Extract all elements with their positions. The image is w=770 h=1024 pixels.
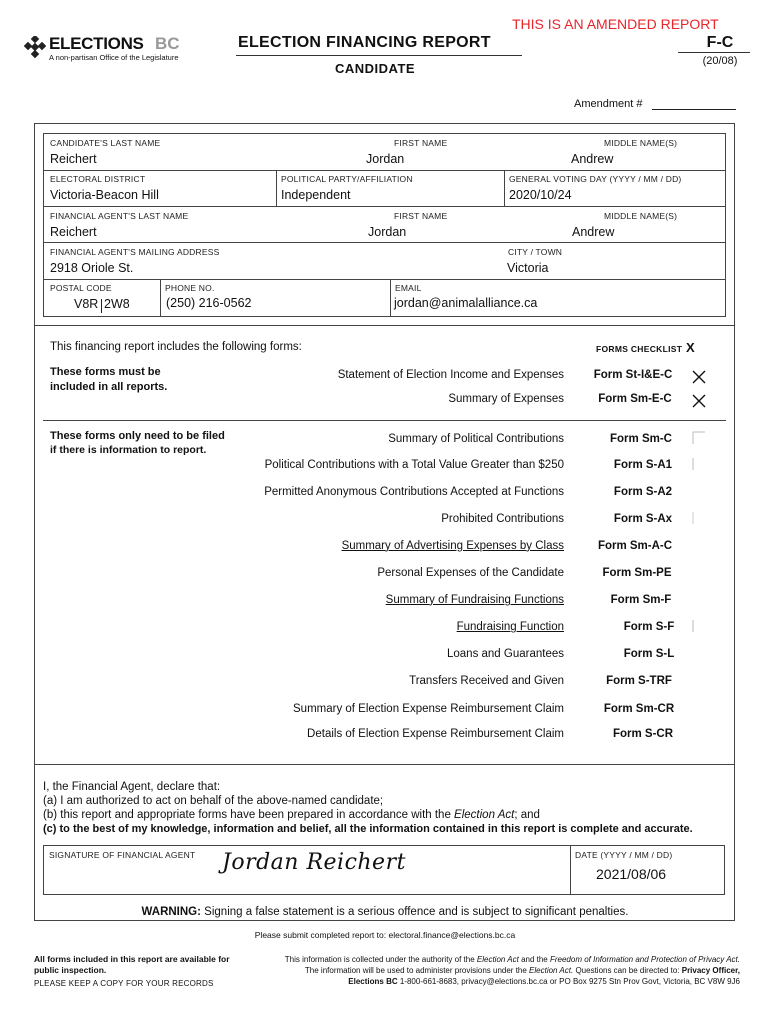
declaration-b-pre: (b) this report and appropriate forms have been prepared in accordance with the	[43, 809, 455, 821]
form-row-name: Personal Expenses of the Candidate	[377, 567, 564, 579]
privacy-line-3	[232, 976, 740, 987]
privacy-2d: Privacy Officer,	[681, 966, 740, 975]
postal-code-label: POSTAL CODE	[50, 283, 112, 293]
optional-note-rest: if there is information to report.	[50, 444, 207, 456]
form-checkbox-checked-icon[interactable]	[692, 394, 706, 408]
privacy-1c: and the	[518, 955, 550, 964]
party-field[interactable]: Independent	[281, 188, 351, 202]
candidate-first-name-label: FIRST NAME	[394, 138, 448, 148]
form-checkbox-icon[interactable]	[692, 619, 706, 633]
form-row-code: Form S-A2	[613, 486, 673, 498]
voting-day-field[interactable]: 2020/10/24	[509, 188, 572, 202]
candidate-middle-name-label: MIDDLE NAME(S)	[604, 138, 678, 148]
form-row-name: Transfers Received and Given	[409, 675, 564, 687]
form-row-name: Summary of Political Contributions	[388, 433, 564, 445]
date-label: DATE (YYYY / MM / DD)	[575, 850, 673, 860]
title-rule	[236, 55, 522, 56]
forms-checklist-label: FORMS CHECKLIST	[596, 344, 683, 354]
form-row-code: Form Sm-A-C	[597, 540, 673, 552]
declaration-b-italic: Election Act	[454, 809, 515, 821]
phone-label: PHONE NO.	[165, 283, 215, 293]
postal-code-part-a[interactable]: V8R	[74, 297, 99, 311]
agent-first-name-field[interactable]: Jordan	[368, 225, 407, 239]
forms-intro: This financing report includes the following forms:	[50, 341, 302, 353]
privacy-3b: 1-800-661-8683, privacy@elections.bc.ca or PO Box 9275 Stn Prov Govt, Victoria, BC V8W 9J6	[397, 977, 740, 986]
amendment-field[interactable]	[652, 109, 736, 110]
privacy-3a: Elections BC	[348, 977, 398, 986]
form-checkbox-icon[interactable]	[692, 511, 706, 525]
form-row-code: Form S-Ax	[613, 513, 673, 525]
form-row-code: Form Sm-PE	[602, 567, 672, 579]
form-row-name: Statement of Election Income and Expenses	[337, 369, 564, 381]
agent-address-field[interactable]: 2918 Oriole St.	[50, 261, 134, 275]
logo-text: ELECTIONS	[49, 34, 144, 53]
form-row-name: Prohibited Contributions	[441, 513, 564, 525]
voting-day-label: GENERAL VOTING DAY (YYYY / MM / DD)	[509, 174, 682, 184]
form-row-code: Form S-L	[623, 648, 675, 660]
form-row-name: Political Contributions with a Total Value Greater than $250	[264, 459, 564, 471]
privacy-2c: Questions can be directed to:	[573, 966, 682, 975]
logo-bc: BC	[155, 34, 180, 53]
warning-bold: WARNING:	[141, 906, 201, 918]
form-row-code: Form Sm-E-C	[598, 393, 672, 405]
form-row-code: Form Sm-C	[610, 433, 672, 445]
agent-last-name-field[interactable]: Reichert	[50, 225, 97, 239]
form-version: (20/08)	[702, 55, 738, 67]
warning-rest: Signing a false statement is a serious offence and is subject to significant penalties.	[204, 906, 629, 918]
form-checkbox-icon[interactable]	[692, 457, 706, 471]
form-row-name: Details of Election Expense Reimbursement Claim	[307, 728, 564, 740]
report-title: ELECTION FINANCING REPORT	[238, 34, 491, 51]
email-field[interactable]: jordan@animalalliance.ca	[394, 296, 538, 310]
optional-note-bold: These forms only need to be filed	[50, 430, 225, 442]
form-row-code: Form Sm-F	[610, 594, 672, 606]
postal-code-divider	[101, 299, 102, 313]
date-field[interactable]: 2021/08/06	[596, 866, 667, 882]
agent-middle-name-label: MIDDLE NAME(S)	[604, 211, 678, 221]
signature-field[interactable]: Jordan Reichert	[222, 850, 406, 875]
privacy-1b: Election Act	[476, 955, 519, 964]
warning-text	[0, 906, 770, 918]
declaration-a: (a) I am authorized to act on behalf of the above-named candidate;	[43, 795, 384, 807]
electoral-district-field[interactable]: Victoria-Beacon Hill	[50, 188, 159, 202]
declaration-b-post: ; and	[514, 809, 540, 821]
agent-last-name-label: FINANCIAL AGENT'S LAST NAME	[50, 211, 189, 221]
declaration-heading: I, the Financial Agent, declare that:	[43, 781, 221, 793]
submit-instruction: Please submit completed report to: electoral.finance@elections.bc.ca	[254, 930, 516, 940]
privacy-2a: The information will be used to administer provisions under the	[304, 966, 530, 975]
elections-bc-logo	[24, 36, 199, 66]
amended-notice: THIS IS AN AMENDED REPORT	[512, 16, 719, 32]
candidate-first-name-field[interactable]: Jordan	[366, 152, 405, 166]
form-row-code: Form S-CR	[612, 728, 674, 740]
logo-tagline: A non-partisan Office of the Legislature	[49, 53, 179, 62]
form-row-name: Permitted Anonymous Contributions Accepted at Functions	[264, 486, 564, 498]
agent-first-name-label: FIRST NAME	[394, 211, 448, 221]
form-row-name: Loans and Guarantees	[446, 648, 564, 660]
agent-middle-name-field[interactable]: Andrew	[572, 225, 615, 239]
form-checkbox-checked-icon[interactable]	[692, 370, 706, 384]
candidate-last-name-field[interactable]: Reichert	[50, 152, 97, 166]
keep-copy-note: PLEASE KEEP A COPY FOR YOUR RECORDS	[34, 979, 214, 988]
candidate-middle-name-field[interactable]: Andrew	[571, 152, 614, 166]
form-row-name: Summary of Election Expense Reimbursement Claim	[293, 703, 564, 715]
form-row-code: Form St-I&E-C	[593, 369, 673, 381]
required-forms-note: These forms must be included in all reports.	[50, 366, 168, 393]
postal-code-part-b[interactable]: 2W8	[104, 297, 130, 311]
form-row-code: Form S-F	[623, 621, 675, 633]
form-row-name: Fundraising Function	[456, 621, 564, 633]
privacy-notice	[232, 954, 740, 987]
form-row-name: Summary of Expenses	[448, 393, 564, 405]
report-subtitle: CANDIDATE	[335, 61, 416, 76]
agent-address-label: FINANCIAL AGENT'S MAILING ADDRESS	[50, 247, 220, 257]
privacy-2b: Election Act.	[529, 966, 574, 975]
form-row-code: Form Sm-CR	[603, 703, 675, 715]
public-inspection-note: All forms included in this report are available for public inspection.	[34, 954, 230, 975]
forms-checklist-mark: X	[686, 340, 695, 355]
form-id-rule	[678, 52, 750, 53]
email-label: EMAIL	[395, 283, 422, 293]
declaration-b	[43, 809, 540, 821]
agent-city-label: CITY / TOWN	[508, 247, 563, 257]
privacy-line-2	[232, 965, 740, 976]
phone-field[interactable]: (250) 216-0562	[166, 296, 252, 310]
electoral-district-label: ELECTORAL DISTRICT	[50, 174, 146, 184]
logo-mark-icon	[24, 36, 46, 58]
agent-city-field[interactable]: Victoria	[507, 261, 549, 275]
form-checkbox-icon[interactable]	[692, 431, 706, 445]
privacy-line-1	[232, 954, 740, 965]
form-row-code: Form S-A1	[613, 459, 673, 471]
form-row-name: Summary of Advertising Expenses by Class	[341, 540, 564, 552]
party-label: POLITICAL PARTY/AFFILIATION	[281, 174, 413, 184]
amendment-label: Amendment #	[574, 98, 643, 110]
form-row-name: Summary of Fundraising Functions	[385, 594, 564, 606]
privacy-1a: This information is collected under the authority of the	[284, 955, 477, 964]
candidate-last-name-label: CANDIDATE'S LAST NAME	[50, 138, 161, 148]
form-id: F-C	[706, 34, 734, 51]
signature-label: SIGNATURE OF FINANCIAL AGENT	[49, 850, 196, 860]
declaration-c: (c) to the best of my knowledge, information and belief, all the information contained in this report is complete and accurate.	[43, 823, 693, 835]
privacy-1d: Freedom of Information and Protection of Privacy Act.	[549, 955, 740, 964]
form-row-code: Form S-TRF	[606, 675, 672, 687]
